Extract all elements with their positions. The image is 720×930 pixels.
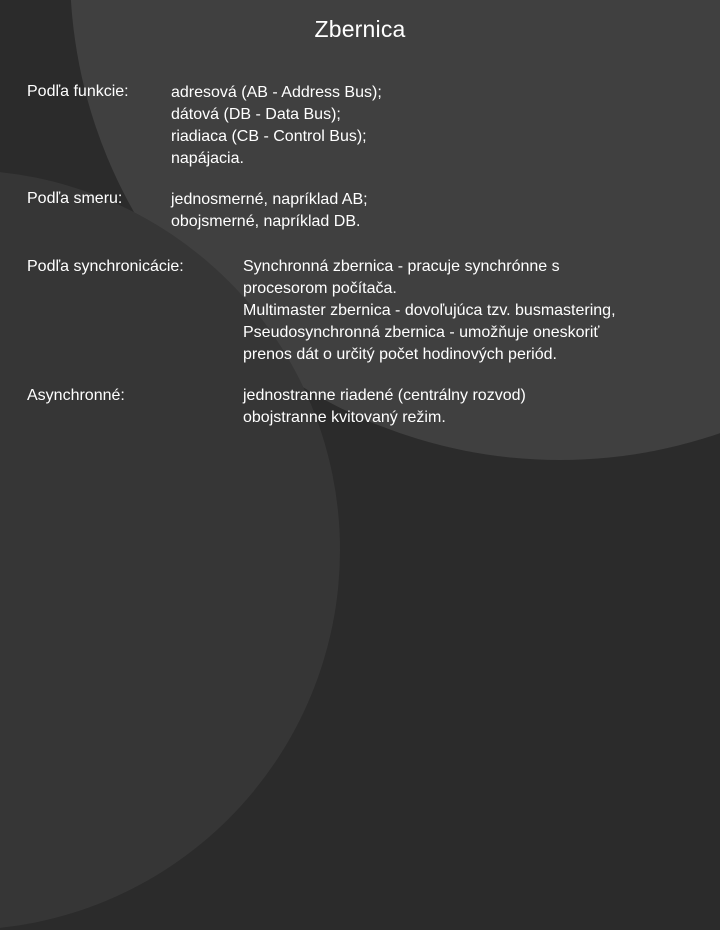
synchronicity-item-line: Synchronná zbernica - pracuje synchrónne s bbox=[243, 258, 560, 275]
direction-label: Podľa smeru: bbox=[27, 190, 123, 207]
asynchronous-list bbox=[243, 385, 526, 429]
direction-item-bidirectional: obojsmerné, napríklad DB. bbox=[171, 213, 361, 230]
asynchronous-item-line: jednostranne riadené (centrálny rozvod) bbox=[243, 387, 526, 404]
synchronicity-item-line: prenos dát o určitý počet hodinových periód. bbox=[243, 346, 557, 363]
synchronicity-item-line: procesorom počítača. bbox=[243, 280, 397, 297]
synchronicity-item-line: Pseudosynchronná zbernica - umožňuje oneskoriť bbox=[243, 324, 600, 341]
function-list bbox=[171, 82, 382, 170]
direction-list bbox=[171, 189, 368, 233]
function-item-power: napájacia. bbox=[171, 150, 244, 167]
asynchronous-label: Asynchronné: bbox=[27, 387, 125, 404]
synchronicity-label: Podľa synchronicácie: bbox=[27, 258, 184, 275]
slide-title: Zbernica bbox=[314, 16, 406, 42]
synchronicity-item-line: Multimaster zbernica - dovoľujúca tzv. busmastering, bbox=[243, 302, 616, 319]
synchronicity-list bbox=[243, 256, 616, 366]
function-label: Podľa funkcie: bbox=[27, 83, 129, 100]
function-item-data: dátová (DB - Data Bus); bbox=[171, 106, 341, 123]
asynchronous-item-line: obojstranne kvitovaný režim. bbox=[243, 409, 446, 426]
direction-item-unidirectional: jednosmerné, napríklad AB; bbox=[171, 191, 368, 208]
function-item-control: riadiaca (CB - Control Bus); bbox=[171, 128, 367, 145]
function-item-address: adresová (AB - Address Bus); bbox=[171, 84, 382, 101]
